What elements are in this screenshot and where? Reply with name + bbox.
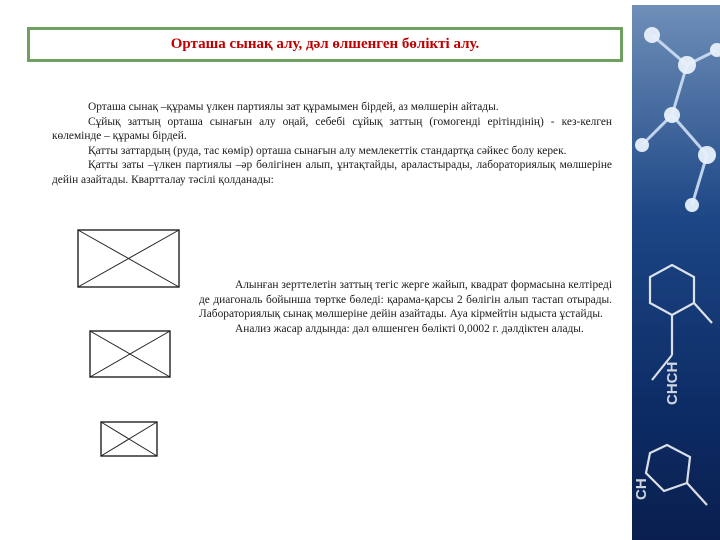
paragraph-4-text: Қатты заты –үлкен партиялы –әр бөлігінен алып, ұнтақтайды, араластырады, лабораториялық мөлшеріне дейін азайтады. Квартталау тәсілі қолданады: [52,159,612,186]
paragraph-3 [52,144,612,159]
crossed-square-medium-icon [89,330,171,378]
paragraph-2 [52,115,612,144]
title-box [27,27,623,62]
slide-title: Орташа сынақ алу, дәл өлшенген бөлікті алу. [170,36,480,52]
svg-text:CHCH: CHCH [664,361,681,405]
crossed-square-large-icon [77,229,180,288]
body-text-top [52,100,612,188]
svg-text:CH: CH [633,478,650,500]
paragraph-4 [52,158,612,187]
paragraph-3-text: Қатты заттардың (руда, тас көмір) орташа сынағын алу мемлекеттік стандартқа сәйкес болу керек. [88,144,567,157]
side-paragraph-2 [199,322,612,337]
molecule-structure-icon [632,5,720,540]
crossed-square-small-icon [100,421,158,457]
side-paragraph-2-text: Анализ жасар алдында: дәл өлшенген бөлікті 0,0002 г. дәлдіктен алады. [235,322,584,335]
body-text-side [199,278,612,336]
paragraph-1-text: Орташа сынақ –құрамы үлкен партиялы зат құрамымен бірдей, аз мөлшерін айтады. [88,101,499,113]
side-paragraph-1 [199,278,612,322]
side-paragraph-1-text: Алынған зерттелетін заттың тегіс жерге жайып, квадрат формасына келтіреді де диагональ бойынша төртке бөледі: қарама-қарсы 2 бөлігін алып тастап отырады. Лабораториялық сынақ мөлшеріне дейін азайтады. Ауа кірмейтін ыдыста ұстайды. [199,279,612,321]
decorative-side-panel [632,5,720,540]
paragraph-2-text: Сұйық заттың орташа сынағын алу оңай, себебі сұйық заттың (гомогенді ерітіндінің) - кез-келген көлемінде – құрамы бірдей. [52,115,612,143]
paragraph-1 [52,100,612,115]
